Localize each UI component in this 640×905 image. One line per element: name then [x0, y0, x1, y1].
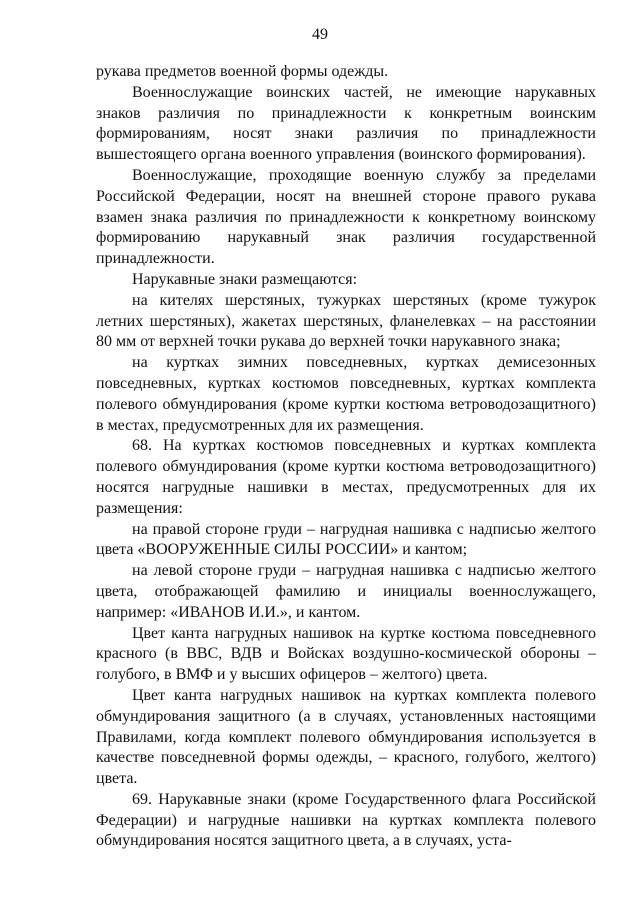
paragraph: Военнослужащие воинских частей, не имеющие нарукавных знаков различия по принадлежности к конкретным воинским формированиям, носят знаки различия по принадлежности вышестоящего органа военного управления (воинского формирования). — [96, 83, 596, 164]
paragraph: Нарукавные знаки размещаются: — [132, 270, 358, 288]
paragraph: Цвет канта нагрудных нашивок на куртке костюма повседневного красного (в ВВС, ВДВ и Войсках воздушно-космической обороны – голубого, в ВМФ и у высших офицеров – желтого) цвета. — [96, 624, 596, 684]
paragraph-68: 68. На куртках костюмов повседневных и куртках комплекта полевого обмундирования (кроме куртки костюма ветроводозащитного) носятся нагрудные нашивки в местах, предусмотренных для их размещения: — [96, 437, 596, 517]
paragraph: Цвет канта нагрудных нашивок на куртках комплекта полевого обмундирования защитного (а в случаях, установленных настоящими Правилами, когда комплект полевого обмундирования используется в качестве повседневной формы одежды, – красного, голубого, желтого) цвета. — [96, 686, 596, 788]
paragraph: Военнослужащие, проходящие военную службу за пределами Российской Федерации, носят на внешней стороне правого рукава взамен знака различия по принадлежности к конкретному воинскому формированию нарукавный знак различия государственной принадлежности. — [96, 166, 596, 268]
document-body — [96, 62, 596, 852]
paragraph-continuation: рукава предметов военной формы одежды. — [96, 63, 389, 80]
list-item: на правой стороне груди – нагрудная нашивка с надписью желтого цвета «ВООРУЖЕННЫЕ СИЛЫ РОССИИ» и кантом; — [96, 520, 596, 559]
paragraph-69: 69. Нарукавные знаки (кроме Государственного флага Российской Федерации) и нагрудные нашивки на куртках комплекта полевого обмундирования носятся защитного цвета, а в случаях, уста- — [96, 790, 596, 850]
list-item: на куртках зимних повседневных, куртках демисезонных повседневных, куртках костюмов повседневных, куртках комплекта полевого обмундирования (кроме куртки костюма ветроводозащитного) в местах, предусмотренных для их размещения. — [96, 354, 596, 434]
list-item: на кителях шерстяных, тужурках шерстяных (кроме тужурок летних шерстяных), жакетах шерстяных, фланелевках – на расстоянии 80 мм от верхней точки рукава до верхней точки нарукавного знака; — [96, 291, 596, 351]
list-item: на левой стороне груди – нагрудная нашивка с надписью желтого цвета, отображающей фамилию и инициалы военнослужащего, например: «ИВАНОВ И.И.», и кантом. — [96, 562, 596, 621]
page-number: 49 — [312, 26, 328, 43]
